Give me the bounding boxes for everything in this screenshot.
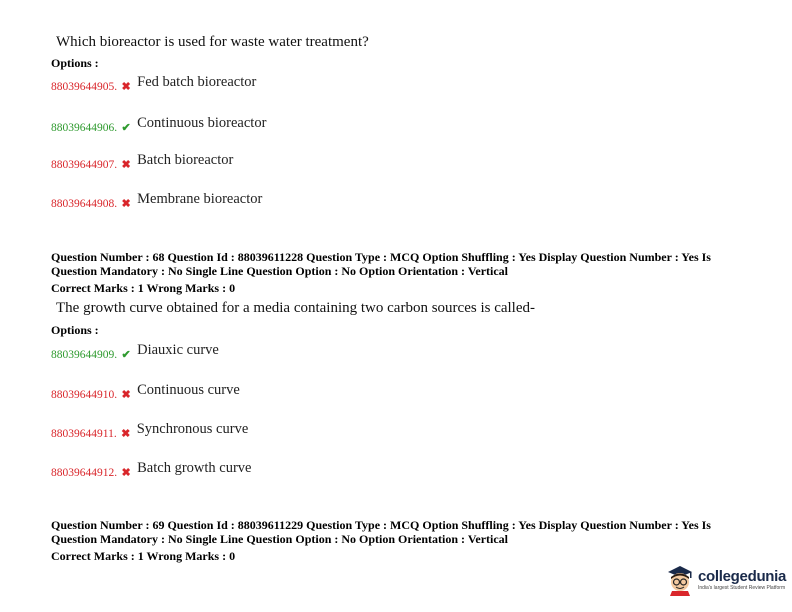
question-marks: Correct Marks : 1 Wrong Marks : 0 [51, 281, 236, 295]
cross-icon: ✖ [121, 467, 131, 479]
question-meta-line: Question Mandatory : No Single Line Question Option : No Option Orientation : Vertical [51, 532, 509, 546]
question-text: Which bioreactor is used for waste water treatment? [56, 34, 369, 50]
cross-icon: ✖ [121, 81, 131, 93]
option-id: 88039644910. [51, 389, 118, 401]
options-label: Options : [51, 323, 99, 337]
option-text: Continuous curve [137, 382, 240, 398]
option-id: 88039644912. [51, 467, 118, 479]
option-id: 88039644911. [51, 428, 117, 440]
option-text: Batch growth curve [137, 460, 252, 476]
question-meta [51, 518, 731, 563]
option-id: 88039644905. [51, 81, 118, 93]
option-text: Diauxic curve [137, 342, 219, 358]
option-id: 88039644906. [51, 122, 118, 134]
cross-icon: ✖ [121, 428, 131, 440]
question-meta [51, 250, 731, 295]
cross-icon: ✖ [121, 198, 131, 210]
option-row [51, 152, 233, 171]
options-label: Options : [51, 56, 99, 70]
option-text: Continuous bioreactor [137, 115, 267, 131]
logo-name: collegedunia [698, 567, 787, 585]
logo-tagline: India's largest Student Review Platform [698, 584, 786, 591]
option-row [51, 382, 240, 401]
student-mascot-icon [665, 564, 695, 596]
option-text: Membrane bioreactor [137, 191, 263, 207]
question-meta-line: Question Number : 68 Question Id : 88039611228 Question Type : MCQ Option Shuffling : Yes Display Question Number : Yes Is [51, 250, 711, 264]
option-text: Batch bioreactor [137, 152, 234, 168]
option-id: 88039644908. [51, 198, 118, 210]
option-id: 88039644909. [51, 349, 118, 361]
question-marks: Correct Marks : 1 Wrong Marks : 0 [51, 549, 236, 563]
option-text: Synchronous curve [136, 421, 249, 437]
option-row [51, 74, 256, 93]
question-text: The growth curve obtained for a media containing two carbon sources is called- [56, 300, 535, 316]
option-id: 88039644907. [51, 159, 118, 171]
option-row [51, 421, 248, 440]
collegedunia-logo[interactable] [665, 562, 787, 598]
option-row [51, 115, 266, 134]
option-text: Fed batch bioreactor [137, 74, 257, 90]
check-icon: ✔ [121, 122, 131, 134]
cross-icon: ✖ [121, 389, 131, 401]
cross-icon: ✖ [121, 159, 131, 171]
option-row [51, 191, 262, 210]
option-row [51, 460, 251, 479]
question-meta-line: Question Mandatory : No Single Line Question Option : No Option Orientation : Vertical [51, 264, 509, 278]
question-meta-line: Question Number : 69 Question Id : 88039611229 Question Type : MCQ Option Shuffling : Yes Display Question Number : Yes Is [51, 518, 711, 532]
check-icon: ✔ [121, 349, 131, 361]
option-row [51, 342, 219, 361]
